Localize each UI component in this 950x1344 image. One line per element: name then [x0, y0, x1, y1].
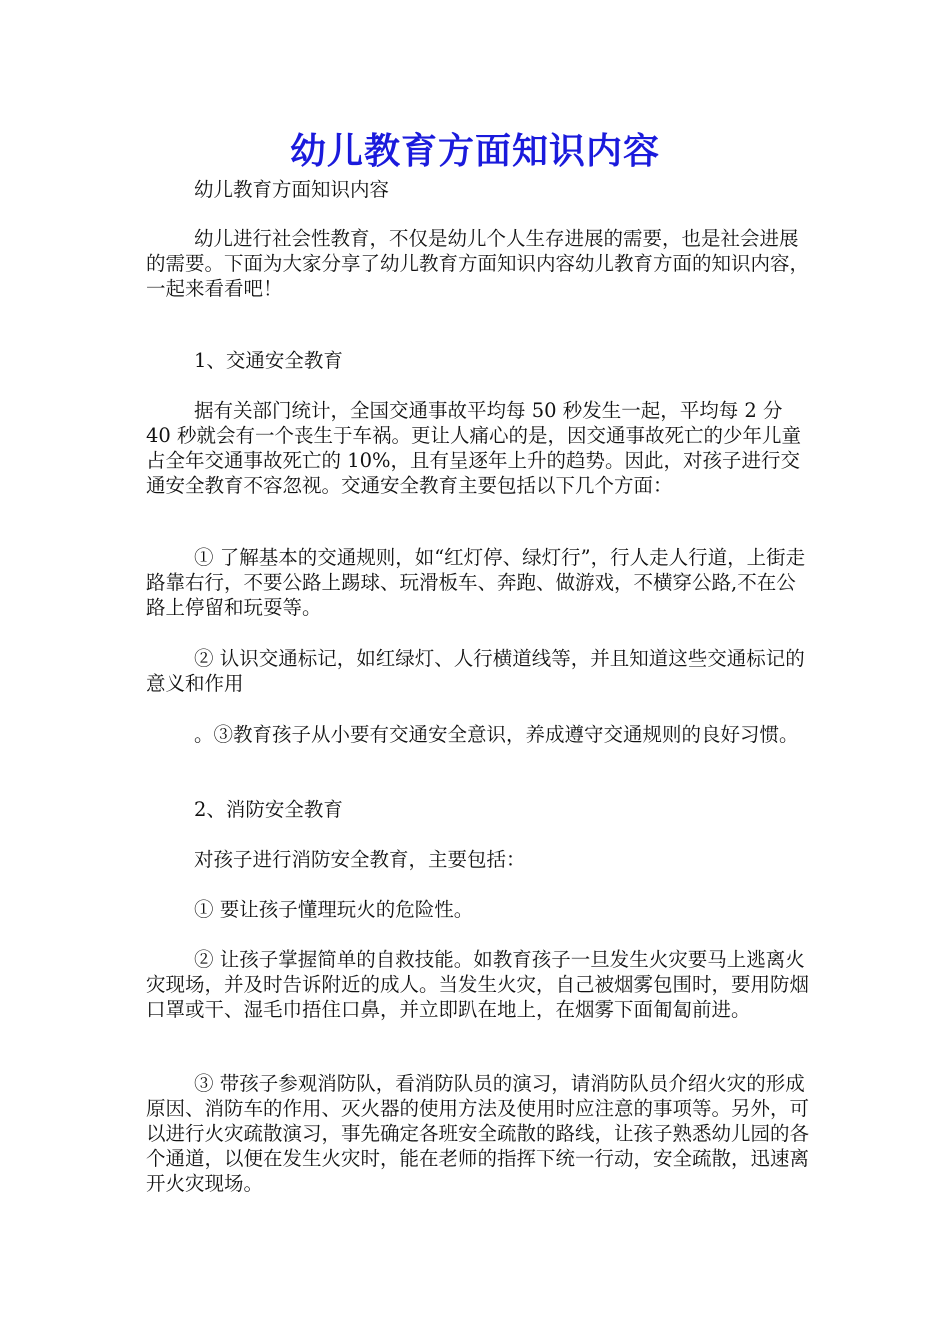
- traffic-item-2-text: ② 认识交通标记，如红绿灯、人行横道线等，并且知道这些交通标记的意义和作用: [146, 647, 805, 695]
- document-title: 幼儿教育方面知识内容: [289, 130, 660, 172]
- intro-text: 幼儿进行社会性教育，不仅是幼儿个人生存进展的需要，也是社会进展的需要。下面为大家分享了幼儿教育方面知识内容幼儿教育方面的知识内容，一起来看看吧！: [146, 227, 810, 300]
- traffic-item-3: [146, 722, 810, 747]
- section-heading-text: 1、交通安全教育: [194, 349, 343, 372]
- subtitle-text: 幼儿教育方面知识内容: [194, 178, 390, 201]
- fire-item-3-text: ③ 带孩子参观消防队，看消防队员的演习，请消防队员介绍火灾的形成原因、消防车的作用、灭火器的使用方法及使用时应注意的事项等。另外，可以进行火灾疏散演习，事先确定各班安全疏散的路线，让孩子熟悉幼儿园的各个通道，以便在发生火灾时，能在老师的指挥下统一行动，安全疏散，迅速离开火灾现场。: [146, 1072, 810, 1195]
- traffic-item-1: [146, 545, 810, 620]
- subtitle: [146, 177, 810, 202]
- fire-item-2-text: ② 让孩子掌握简单的自救技能。如教育孩子一旦发生火灾要马上逃离火灾现场，并及时告诉附近的成人。当发生火灾，自己被烟雾包围时，要用防烟口罩或干、湿毛巾捂住口鼻，并立即趴在地上，在烟雾下面匍匐前进。: [146, 948, 810, 1021]
- fire-item-3: [146, 1071, 810, 1196]
- traffic-item-2: [146, 646, 810, 696]
- section-heading-traffic: [146, 348, 810, 373]
- intro-paragraph: [146, 226, 810, 301]
- fire-item-1: [146, 897, 810, 922]
- fire-item-1-text: ① 要让孩子懂理玩火的危险性。: [194, 898, 474, 921]
- section-heading-fire: [146, 797, 810, 822]
- fire-paragraph: [146, 847, 810, 872]
- traffic-text: 据有关部门统计，全国交通事故平均每 50 秒发生一起，平均每 2 分 40 秒就会有一个丧生于车祸。更让人痛心的是，因交通事故死亡的少年儿童占全年交通事故死亡的 10%，且有呈逐年上升的趋势。因此，对孩子进行交通安全教育不容忽视。交通安全教育主要包括以下几个方面：: [146, 399, 802, 497]
- fire-item-2: [146, 947, 810, 1022]
- traffic-item-3-text: 。③教育孩子从小要有交通安全意识，养成遵守交通规则的良好习惯。: [194, 723, 799, 746]
- traffic-item-1-text: ① 了解基本的交通规则，如“红灯停、绿灯行”，行人走人行道，上街走路靠右行，不要公路上踢球、玩滑板车、奔跑、做游戏，不横穿公路,不在公路上停留和玩耍等。: [146, 546, 806, 619]
- fire-text: 对孩子进行消防安全教育，主要包括：: [194, 848, 526, 871]
- section-heading-text: 2、消防安全教育: [194, 798, 343, 821]
- traffic-paragraph: [146, 398, 810, 498]
